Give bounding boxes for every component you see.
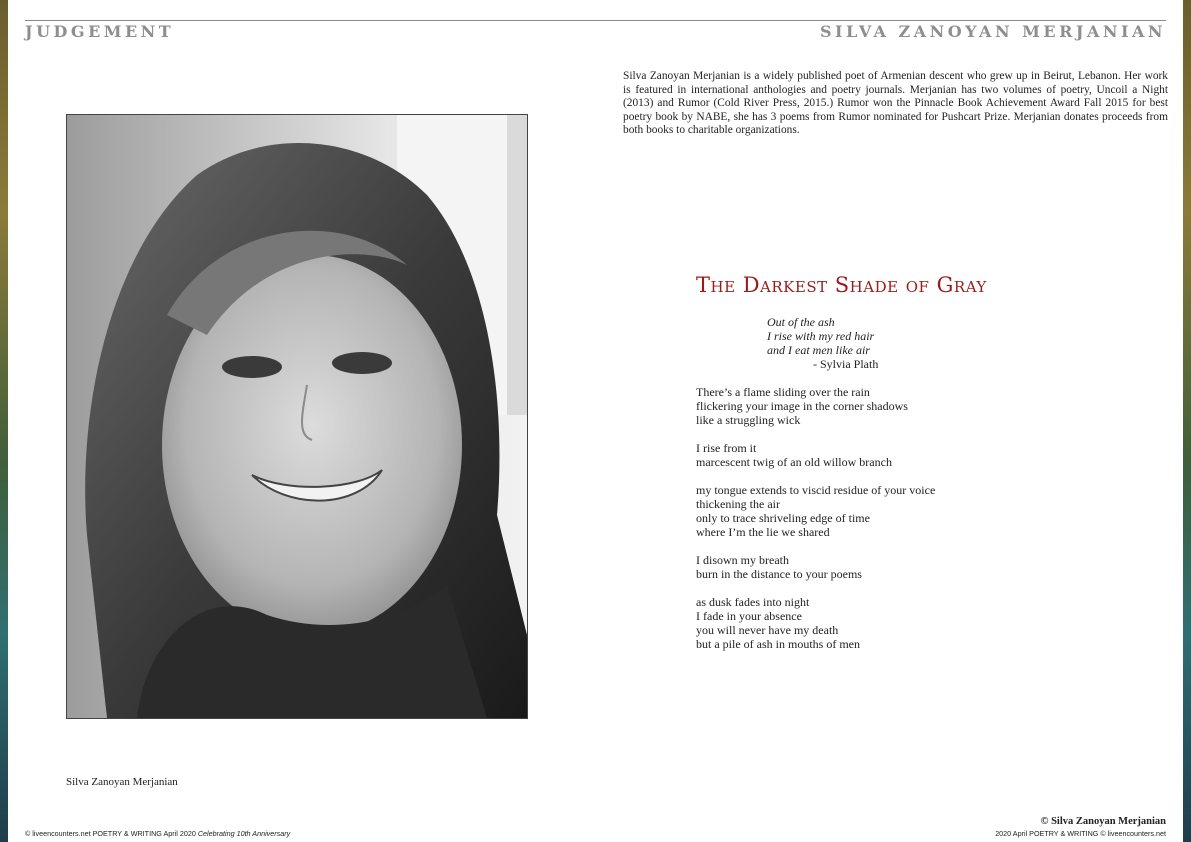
poem-line: as dusk fades into night [696, 595, 810, 609]
author-photo [66, 114, 528, 719]
decorative-right-border [1183, 0, 1191, 842]
poem-stanza [696, 483, 935, 539]
poem-line: like a struggling wick [696, 413, 801, 427]
epigraph-line: Out of the ash [767, 315, 835, 329]
footer-copyright: © Silva Zanoyan Merjanian [1040, 816, 1166, 827]
poem-line: only to trace shriveling edge of time [696, 511, 870, 525]
poem-line: but a pile of ash in mouths of men [696, 637, 860, 651]
poem-epigraph [767, 315, 878, 371]
footer-anniversary: Celebrating 10th Anniversary [197, 829, 291, 838]
footer-issue: 2020 April POETRY & WRITING © liveencounters.net [995, 829, 1166, 838]
poem-stanza [696, 553, 935, 581]
poem-line: flickering your image in the corner shadows [696, 399, 908, 413]
poem-title: The Darkest Shade of Gray [696, 273, 987, 297]
author-name-header: SILVA ZANOYAN MERJANIAN [819, 22, 1166, 41]
poem-body [696, 385, 935, 665]
section-title: JUDGEMENT [25, 22, 175, 41]
poem-line: I fade in your absence [696, 609, 802, 623]
poem-line: where I’m the lie we shared [696, 525, 830, 539]
poem-line: you will never have my death [696, 623, 839, 637]
poem-line: marcescent twig of an old willow branch [696, 455, 892, 469]
author-bio: Silva Zanoyan Merjanian is a widely published poet of Armenian descent who grew up in Beirut, Lebanon. Her work is featured in international anthologies and poetry journals. Merjanian has two volumes of poetry, Uncoil a Night (2013) and Rumor (Cold River Press, 2015.) Rumor won the Pinnacle Book Achievement Award Fall 2015 for best poetry book by NABE, she has 3 poems from Rumor nominated for Pushcart Prize. Merjanian donates proceeds from both books to charitable organizations. [623, 70, 1168, 136]
poem-stanza [696, 441, 935, 469]
epigraph-line: and I eat men like air [767, 343, 870, 357]
header-rule [25, 20, 1166, 21]
poem-stanza [696, 595, 935, 651]
decorative-left-border [0, 0, 8, 842]
poem-stanza [696, 385, 935, 427]
photo-caption: Silva Zanoyan Merjanian [66, 776, 178, 788]
poem-line: my tongue extends to viscid residue of your voice [696, 483, 936, 497]
poem-line: I rise from it [696, 441, 757, 455]
epigraph-attribution: - Sylvia Plath [813, 357, 879, 371]
poem-line: burn in the distance to your poems [696, 567, 862, 581]
poem-line: thickening the air [696, 497, 780, 511]
poem-line: I disown my breath [696, 553, 789, 567]
portrait-image [67, 115, 527, 718]
epigraph-line: I rise with my red hair [767, 329, 875, 343]
footer-publication [25, 829, 290, 838]
footer-publication-text: © liveencounters.net POETRY & WRITING April 2020 [25, 829, 198, 838]
poem-line: There’s a flame sliding over the rain [696, 385, 870, 399]
